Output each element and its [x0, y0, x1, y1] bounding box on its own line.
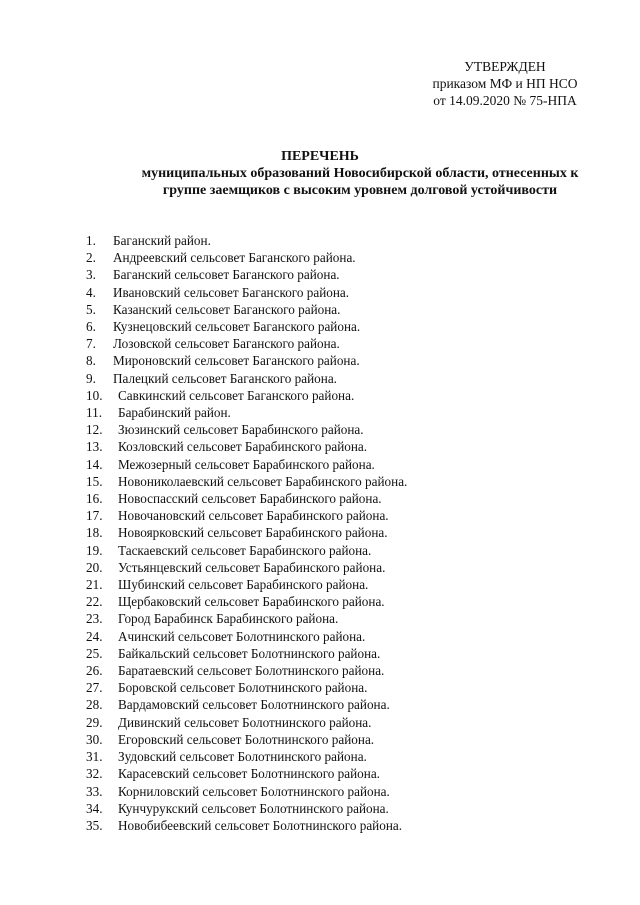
list-item-number: 11.	[86, 405, 102, 421]
list-item-number: 14.	[86, 456, 103, 472]
list-item	[86, 387, 407, 404]
list-item	[86, 524, 407, 541]
list-item	[86, 817, 407, 834]
list-item	[86, 645, 407, 662]
list-item-text: Кунчурукский сельсовет Болотнинского района.	[118, 800, 389, 816]
list-item-text: Таскаевский сельсовет Барабинского района.	[118, 542, 372, 558]
document-title: ПЕРЕЧЕНЬ	[281, 149, 359, 164]
list-item-text: Палецкий сельсовет Баганского района.	[113, 370, 337, 386]
list-item-text: Зюзинский сельсовет Барабинского района.	[118, 422, 364, 438]
list-item-number: 12.	[86, 422, 103, 438]
list-item-number: 31.	[86, 749, 103, 765]
list-item	[86, 593, 407, 610]
list-item-text: Козловский сельсовет Барабинского района.	[118, 439, 368, 455]
list-item-number: 10.	[86, 387, 103, 403]
list-item-text: Савкинский сельсовет Баганского района.	[118, 387, 355, 403]
list-item	[86, 628, 407, 645]
list-item-number: 15.	[86, 473, 103, 489]
list-item-text: Устьянцевский сельсовет Барабинского района.	[118, 559, 386, 575]
list-item	[86, 542, 407, 559]
list-item-number: 9.	[86, 370, 96, 386]
list-item-number: 35.	[86, 817, 103, 833]
list-item-number: 20.	[86, 559, 103, 575]
list-item-text: Новоспасский сельсовет Барабинского района.	[118, 491, 382, 507]
list-item-text: Город Барабинск Барабинского района.	[118, 611, 339, 627]
list-item-number: 8.	[86, 353, 96, 369]
list-item-text: Баратаевский сельсовет Болотнинского района.	[118, 663, 385, 679]
approval-stamp	[400, 58, 610, 109]
list-item-number: 30.	[86, 731, 103, 747]
list-item-number: 29.	[86, 714, 103, 730]
list-item-number: 22.	[86, 594, 103, 610]
list-item-text: Боровской сельсовет Болотнинского района.	[118, 680, 368, 696]
list-item	[86, 404, 407, 421]
list-item-number: 28.	[86, 697, 103, 713]
list-item	[86, 714, 407, 731]
approval-line: приказом МФ и НП НСО	[432, 76, 578, 91]
list-item	[86, 249, 407, 266]
list-item	[86, 765, 407, 782]
list-item-text: Зудовский сельсовет Болотнинского района.	[118, 749, 367, 765]
list-item-text: Шубинский сельсовет Барабинского района.	[118, 577, 369, 593]
document-subtitle	[110, 165, 610, 199]
list-item	[86, 662, 407, 679]
list-item-number: 26.	[86, 663, 103, 679]
list-item-text: Новониколаевский сельсовет Барабинского района.	[118, 473, 408, 489]
list-item	[86, 748, 407, 765]
list-item	[86, 318, 407, 335]
list-item-text: Дивинский сельсовет Болотнинского района.	[118, 714, 372, 730]
list-item	[86, 352, 407, 369]
list-item-number: 7.	[86, 336, 96, 352]
list-item-number: 5.	[86, 301, 96, 317]
list-item-number: 27.	[86, 680, 103, 696]
list-item-number: 32.	[86, 766, 103, 782]
list-item	[86, 507, 407, 524]
list-item-number: 13.	[86, 439, 103, 455]
list-item-text: Барабинский район.	[118, 405, 231, 421]
list-item	[86, 559, 407, 576]
list-item-text: Кузнецовский сельсовет Баганского района.	[113, 319, 361, 335]
list-item	[86, 421, 407, 438]
list-item-text: Егоровский сельсовет Болотнинского района.	[118, 731, 375, 747]
list-item	[86, 232, 407, 249]
list-item-number: 1.	[86, 233, 96, 248]
list-item-text: Ачинский сельсовет Болотнинского района.	[118, 628, 366, 644]
list-item-number: 4.	[86, 284, 96, 300]
list-item-text: Баганский район.	[113, 233, 211, 248]
list-item-number: 18.	[86, 525, 103, 541]
list-item-number: 3.	[86, 267, 96, 283]
list-item-number: 33.	[86, 783, 103, 799]
list-item	[86, 473, 407, 490]
list-item-text: Новобибеевский сельсовет Болотнинского района.	[118, 817, 403, 833]
list-item-text: Карасевский сельсовет Болотнинского района.	[118, 766, 380, 782]
list-item-text: Новочановский сельсовет Барабинского района.	[118, 508, 389, 524]
list-item-text: Вардамовский сельсовет Болотнинского района.	[118, 697, 390, 713]
list-item-text: Новоярковский сельсовет Барабинского района.	[118, 525, 388, 541]
list-item	[86, 284, 407, 301]
approval-line: УТВЕРЖДЕН	[464, 59, 546, 74]
list-item-number: 17.	[86, 508, 103, 524]
list-item	[86, 679, 407, 696]
municipality-list	[86, 232, 407, 834]
list-item	[86, 370, 407, 387]
list-item	[86, 490, 407, 507]
approval-line: от 14.09.2020 № 75-НПА	[433, 93, 577, 108]
list-item	[86, 731, 407, 748]
list-item-number: 19.	[86, 542, 103, 558]
list-item	[86, 456, 407, 473]
list-item-text: Лозовской сельсовет Баганского района.	[113, 336, 340, 352]
list-item-text: Межозерный сельсовет Барабинского района.	[118, 456, 375, 472]
list-item-number: 23.	[86, 611, 103, 627]
list-item	[86, 696, 407, 713]
list-item-text: Корниловский сельсовет Болотнинского района.	[118, 783, 390, 799]
list-item-number: 6.	[86, 319, 96, 335]
list-item-number: 21.	[86, 577, 103, 593]
list-item-text: Щербаковский сельсовет Барабинского района.	[118, 594, 385, 610]
subtitle-line: группе заемщиков с высоким уровнем долговой устойчивости	[162, 183, 558, 198]
list-item-text: Казанский сельсовет Баганского района.	[113, 301, 341, 317]
list-item-number: 25.	[86, 645, 103, 661]
list-item-text: Байкальский сельсовет Болотнинского района.	[118, 645, 381, 661]
list-item	[86, 301, 407, 318]
list-item-text: Баганский сельсовет Баганского района.	[113, 267, 340, 283]
list-item	[86, 266, 407, 283]
list-item-text: Ивановский сельсовет Баганского района.	[113, 284, 350, 300]
list-item	[86, 335, 407, 352]
list-item	[86, 576, 407, 593]
list-item-number: 16.	[86, 491, 103, 507]
list-item	[86, 438, 407, 455]
list-item-text: Андреевский сельсовет Баганского района.	[113, 250, 356, 266]
list-item-text: Мироновский сельсовет Баганского района.	[113, 353, 360, 369]
list-item	[86, 800, 407, 817]
list-item	[86, 610, 407, 627]
list-item	[86, 783, 407, 800]
list-item-number: 2.	[86, 250, 96, 266]
list-item-number: 24.	[86, 628, 103, 644]
list-item-number: 34.	[86, 800, 103, 816]
subtitle-line: муниципальных образований Новосибирской области, отнесенных к	[141, 166, 579, 181]
